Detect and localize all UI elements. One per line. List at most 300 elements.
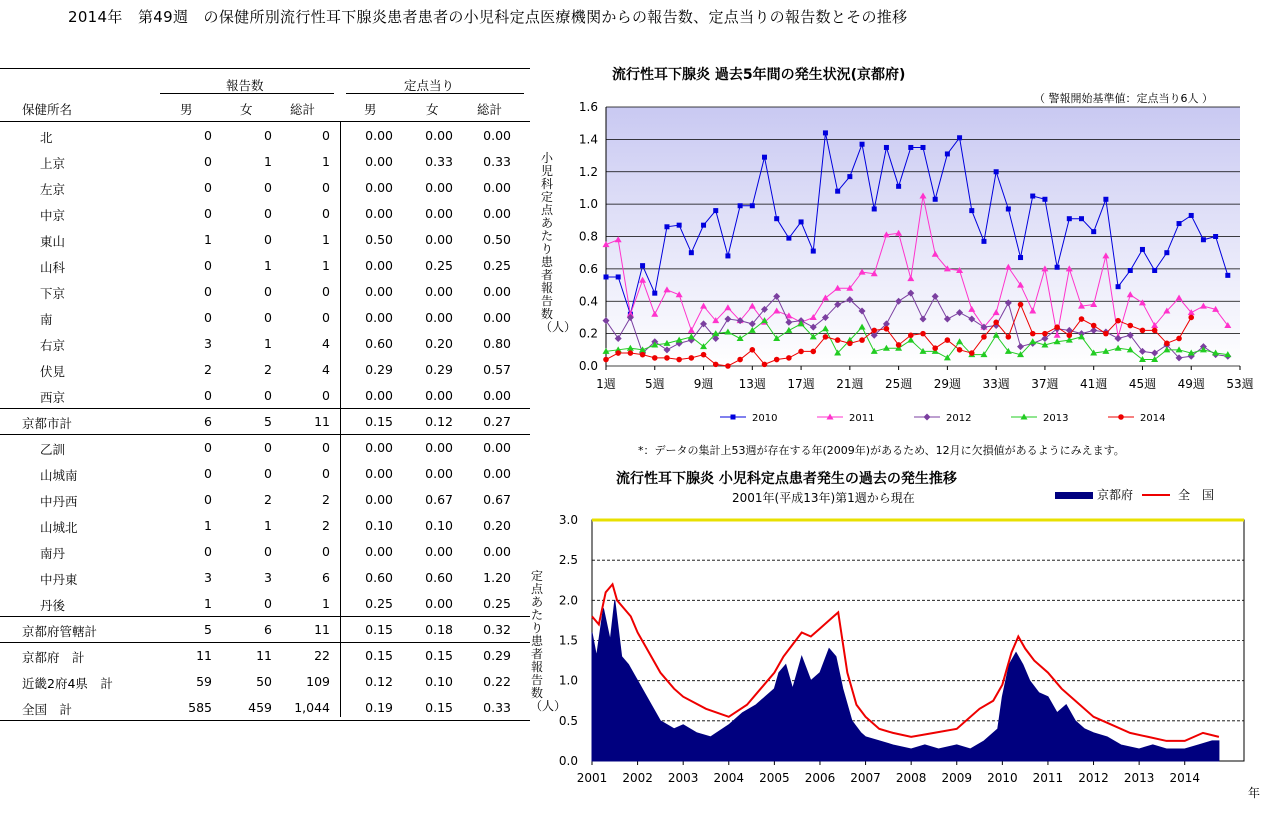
row-male: 0 [204, 128, 212, 143]
row-name: 東山 [40, 234, 66, 249]
chart1-point-2010 [1116, 284, 1121, 289]
chart1-footnote: *：データの集計上53週が存在する年(2009年)があるため、12月に欠損値があるようにみえます。 [638, 444, 1125, 457]
row-total: 1 [322, 154, 330, 169]
row-total: 109 [306, 674, 330, 689]
chart1-legend-marker-2010 [731, 415, 736, 420]
chart1-legend-label-2010: 2010 [752, 413, 778, 424]
row-pt: 0.00 [483, 310, 511, 325]
row-pm: 0.19 [365, 700, 393, 715]
row-total: 0 [322, 180, 330, 195]
chart1-legend-label-2013: 2013 [1043, 413, 1069, 424]
col-header-female: 女 [240, 102, 253, 117]
row-pf: 0.00 [425, 388, 453, 403]
row-female: 0 [264, 440, 272, 455]
row-female: 2 [264, 492, 272, 507]
row-male: 0 [204, 440, 212, 455]
chart2-subtitle: 2001年(平成13年)第1週から現在 [732, 491, 915, 505]
row-pt: 0.20 [483, 518, 511, 533]
chart1-plot [530, 60, 1272, 440]
table-row [0, 226, 530, 252]
table-row [0, 590, 530, 616]
row-name: 伏見 [40, 364, 66, 379]
row-name: 山城北 [40, 520, 78, 535]
chart2-ytick-label: 2.5 [558, 553, 578, 568]
row-pm: 0.15 [365, 622, 393, 637]
chart1-point-2014 [957, 347, 963, 353]
chart1-point-2010 [1177, 221, 1182, 226]
row-female: 459 [248, 700, 272, 715]
chart1-point-2010 [664, 224, 669, 229]
chart2-xtick-label: 2008 [895, 771, 927, 785]
chart1-point-2014 [640, 352, 646, 358]
table-row [0, 122, 530, 148]
row-pm: 0.25 [365, 596, 393, 611]
table-top-rule [0, 68, 530, 69]
chart2-ytick-label: 3.0 [558, 513, 578, 527]
row-pm: 0.00 [365, 154, 393, 169]
row-female: 50 [256, 674, 272, 689]
chart2-xtick-label: 2014 [1169, 771, 1201, 785]
row-pf: 0.15 [425, 700, 453, 715]
chart1-point-2010 [1103, 197, 1108, 202]
row-female: 0 [264, 128, 272, 143]
row-pm: 0.29 [365, 362, 393, 377]
chart1-legend-label-2014: 2014 [1140, 413, 1166, 424]
row-name: 京都市計 [22, 416, 73, 431]
chart2-xtick-label: 2011 [1032, 771, 1064, 785]
chart-5-year [530, 60, 1272, 460]
chart1-point-2014 [993, 319, 999, 325]
table-row [0, 538, 530, 564]
chart1-point-2010 [957, 135, 962, 140]
row-pt: 0.33 [483, 154, 511, 169]
chart1-point-2014 [1188, 315, 1194, 321]
chart1-point-2010 [689, 250, 694, 255]
row-pt: 0.80 [483, 336, 511, 351]
row-pm: 0.15 [365, 414, 393, 429]
chart2-xtick-label: 2004 [713, 771, 745, 785]
row-female: 0 [264, 466, 272, 481]
row-pf: 0.10 [425, 518, 453, 533]
table-row [0, 694, 530, 720]
row-name: 中丹西 [40, 494, 78, 509]
chart1-ytick-label: 0.0 [578, 359, 598, 373]
row-male: 0 [204, 544, 212, 559]
chart1-point-2014 [969, 350, 975, 356]
row-male: 3 [204, 570, 212, 585]
chart2-xtick-label: 2001 [576, 771, 608, 785]
row-pt: 0.00 [483, 440, 511, 455]
row-pf: 0.33 [425, 154, 453, 169]
row-pm: 0.10 [365, 518, 393, 533]
table-row [0, 382, 530, 408]
chart2-ytick-label: 2.0 [558, 593, 578, 608]
chart1-alert-note: （ 警報開始基準値：定点当り6人 ） [1034, 92, 1213, 105]
row-male: 5 [204, 622, 212, 637]
row-pt: 0.00 [483, 128, 511, 143]
col-header-per-female: 女 [426, 102, 439, 117]
row-male: 0 [204, 180, 212, 195]
chart1-point-2014 [1079, 316, 1085, 322]
chart1-point-2014 [652, 355, 658, 361]
row-total: 2 [322, 518, 330, 533]
chart1-point-2014 [750, 347, 756, 353]
row-female: 0 [264, 596, 272, 611]
row-female: 0 [264, 310, 272, 325]
row-pf: 0.29 [425, 362, 453, 377]
chart1-xtick-label: 5週 [644, 377, 665, 391]
chart1-point-2014 [859, 337, 865, 343]
chart1-point-2010 [945, 151, 950, 156]
chart1-point-2010 [823, 130, 828, 135]
chart1-point-2010 [616, 274, 621, 279]
chart2-legend-swatch-kyoto [1055, 492, 1093, 499]
row-total: 2 [322, 492, 330, 507]
row-pf: 0.00 [425, 128, 453, 143]
chart1-point-2014 [603, 357, 609, 363]
chart-history [530, 462, 1272, 823]
row-pm: 0.60 [365, 336, 393, 351]
table-row [0, 512, 530, 538]
chart1-point-2014 [896, 342, 902, 348]
row-pf: 0.00 [425, 466, 453, 481]
row-female: 5 [264, 414, 272, 429]
chart2-ytick-label: 1.5 [558, 633, 578, 648]
row-total: 0 [322, 284, 330, 299]
chart1-point-2014 [884, 326, 890, 332]
chart1-ytick-label: 1.0 [578, 197, 598, 212]
chart1-xtick-label: 49週 [1177, 377, 1205, 391]
chart1-point-2014 [1054, 324, 1060, 330]
chart1-ytick-label: 0.4 [578, 294, 598, 309]
chart1-point-2010 [981, 239, 986, 244]
row-pm: 0.00 [365, 440, 393, 455]
row-total: 4 [322, 362, 330, 377]
chart1-xtick-label: 1週 [596, 377, 616, 391]
row-name: 近畿2府4県 計 [22, 676, 113, 691]
chart1-xtick-label: 53週 [1226, 377, 1254, 391]
row-pf: 0.00 [425, 310, 453, 325]
row-pf: 0.15 [425, 648, 453, 663]
chart2-xtick-label: 2009 [941, 771, 973, 785]
col-header-total: 総計 [290, 102, 316, 117]
chart1-point-2014 [786, 355, 792, 361]
chart1-point-2014 [713, 362, 719, 368]
row-pm: 0.00 [365, 310, 393, 325]
group-rule-per-site [346, 93, 524, 94]
chart1-ytick-label: 1.6 [578, 100, 598, 114]
chart1-point-2010 [1091, 229, 1096, 234]
chart1-point-2014 [798, 349, 804, 355]
row-male: 0 [204, 466, 212, 481]
chart1-title: 流行性耳下腺炎 過去5年間の発生状況(京都府) [612, 67, 906, 83]
row-female: 6 [264, 622, 272, 637]
chart1-point-2014 [1030, 331, 1036, 337]
chart1-point-2010 [1152, 268, 1157, 273]
chart2-xtick-label: 2003 [667, 771, 699, 785]
row-male: 11 [196, 648, 212, 663]
chart1-point-2010 [884, 145, 889, 150]
row-total: 1 [322, 258, 330, 273]
chart1-point-2010 [994, 169, 999, 174]
row-pm: 0.00 [365, 180, 393, 195]
row-male: 0 [204, 206, 212, 221]
chart1-ytick-label: 1.2 [578, 164, 598, 179]
chart2-xtick-label: 2010 [987, 771, 1018, 785]
chart1-point-2014 [908, 332, 914, 338]
row-male: 585 [188, 700, 212, 715]
chart1-point-2014 [871, 328, 877, 334]
group-header-per-site: 定点当り [404, 78, 455, 93]
chart2-legend-label-national: 全 国 [1178, 488, 1215, 502]
row-pt: 0.00 [483, 284, 511, 299]
row-male: 1 [204, 232, 212, 247]
chart1-point-2014 [737, 357, 743, 363]
row-total: 0 [322, 466, 330, 481]
chart1-point-2014 [701, 352, 707, 358]
chart1-point-2014 [823, 334, 829, 340]
chart1-point-2014 [835, 337, 841, 343]
row-name: 山科 [40, 260, 66, 275]
row-name: 南丹 [40, 546, 66, 561]
row-pt: 0.67 [483, 492, 511, 507]
table-row [0, 434, 530, 460]
chart1-point-2010 [774, 216, 779, 221]
table-row [0, 148, 530, 174]
table-row [0, 174, 530, 200]
row-pf: 0.00 [425, 596, 453, 611]
row-name: 右京 [40, 338, 66, 353]
chart1-point-2010 [847, 174, 852, 179]
chart1-xtick-label: 17週 [787, 377, 815, 391]
chart1-point-2014 [1115, 318, 1121, 324]
row-pm: 0.00 [365, 492, 393, 507]
row-pf: 0.00 [425, 440, 453, 455]
chart1-point-2010 [1030, 194, 1035, 199]
row-female: 0 [264, 388, 272, 403]
chart1-xtick-label: 45週 [1128, 377, 1157, 391]
row-total: 11 [314, 622, 330, 637]
row-name: 左京 [40, 182, 66, 197]
row-total: 0 [322, 128, 330, 143]
row-pt: 0.50 [483, 232, 511, 247]
row-female: 0 [264, 180, 272, 195]
row-name: 山城南 [40, 468, 78, 483]
chart1-point-2014 [615, 350, 621, 356]
row-name: 上京 [40, 156, 66, 171]
chart1-point-2010 [738, 203, 743, 208]
chart1-point-2010 [860, 142, 865, 147]
row-name: 西京 [40, 390, 66, 405]
row-name: 下京 [40, 286, 66, 301]
row-name: 丹後 [40, 598, 66, 613]
chart2-ytick-label: 0.0 [558, 754, 578, 768]
row-pf: 0.00 [425, 232, 453, 247]
table-row [0, 616, 530, 642]
chart1-point-2014 [1103, 331, 1109, 337]
row-male: 0 [204, 154, 212, 169]
table-row [0, 252, 530, 278]
table-row [0, 460, 530, 486]
chart2-xtick-label: 2006 [804, 771, 836, 785]
chart2-ytick-label: 0.5 [558, 713, 578, 728]
row-name: 全国 計 [22, 702, 73, 717]
row-total: 0 [322, 440, 330, 455]
row-name: 中丹東 [40, 572, 78, 587]
chart1-point-2014 [1164, 341, 1170, 347]
row-total: 1 [322, 596, 330, 611]
chart1-point-2010 [1055, 265, 1060, 270]
row-male: 0 [204, 310, 212, 325]
row-pf: 0.20 [425, 336, 453, 351]
row-name: 中京 [40, 208, 66, 223]
row-pt: 0.25 [483, 258, 511, 273]
col-header-per-total: 総計 [477, 102, 503, 117]
chart1-point-2010 [799, 219, 804, 224]
chart1-point-2010 [1067, 216, 1072, 221]
chart1-point-2014 [676, 357, 682, 363]
table-row [0, 330, 530, 356]
row-total: 6 [322, 570, 330, 585]
chart1-point-2010 [701, 223, 706, 228]
row-male: 0 [204, 284, 212, 299]
chart1-point-2014 [1006, 334, 1012, 340]
row-pt: 0.25 [483, 596, 511, 611]
row-pm: 0.00 [365, 206, 393, 221]
row-pt: 0.22 [483, 674, 511, 689]
chart1-point-2010 [969, 208, 974, 213]
row-pm: 0.00 [365, 258, 393, 273]
chart2-xtick-label: 2007 [850, 771, 881, 785]
chart1-point-2014 [1091, 323, 1097, 329]
row-female: 2 [264, 362, 272, 377]
row-pf: 0.10 [425, 674, 453, 689]
chart2-plot [530, 462, 1272, 823]
row-pt: 0.57 [483, 362, 511, 377]
chart1-point-2010 [750, 203, 755, 208]
row-total: 4 [322, 336, 330, 351]
chart2-title: 流行性耳下腺炎 小児科定点患者発生の過去の発生推移 [616, 471, 957, 487]
row-female: 0 [264, 206, 272, 221]
row-pm: 0.15 [365, 648, 393, 663]
col-header-male: 男 [180, 102, 193, 117]
chart1-point-2014 [1176, 336, 1182, 342]
row-pt: 0.00 [483, 206, 511, 221]
row-male: 0 [204, 388, 212, 403]
chart1-point-2014 [725, 363, 731, 369]
row-female: 3 [264, 570, 272, 585]
row-pt: 0.00 [483, 180, 511, 195]
row-pm: 0.00 [365, 544, 393, 559]
chart1-point-2010 [1006, 206, 1011, 211]
chart1-point-2014 [664, 355, 670, 361]
chart1-point-2010 [1140, 247, 1145, 252]
table-row [0, 356, 530, 382]
page-title: 2014年 第49週 の保健所別流行性耳下腺炎患者患者の小児科定点医療機関からの報告数、定点当りの報告数とその推移 [68, 8, 908, 26]
chart1-point-2010 [1201, 237, 1206, 242]
chart1-point-2010 [786, 236, 791, 241]
row-pm: 0.00 [365, 466, 393, 481]
row-female: 0 [264, 544, 272, 559]
row-female: 1 [264, 258, 272, 273]
row-pt: 1.20 [483, 570, 511, 585]
chart1-legend-label-2012: 2012 [946, 413, 972, 424]
row-name: 京都府管轄計 [22, 624, 98, 639]
chart1-xtick-label: 25週 [884, 377, 913, 391]
chart1-point-2010 [896, 184, 901, 189]
chart1-xtick-label: 41週 [1080, 377, 1108, 391]
table-row [0, 304, 530, 330]
chart1-xtick-label: 21週 [836, 377, 864, 391]
chart2-xtick-label: 2012 [1078, 771, 1109, 785]
row-male: 0 [204, 258, 212, 273]
chart1-point-2010 [1079, 216, 1084, 221]
chart1-point-2010 [604, 274, 609, 279]
chart1-point-2010 [835, 189, 840, 194]
row-female: 1 [264, 518, 272, 533]
row-female: 0 [264, 232, 272, 247]
chart2-xtick-label: 2002 [622, 771, 653, 785]
chart1-point-2014 [981, 334, 987, 340]
chart2-xtick-label: 2013 [1123, 771, 1155, 785]
chart1-ytick-label: 0.6 [578, 261, 598, 276]
table-row [0, 278, 530, 304]
row-total: 1,044 [294, 700, 330, 715]
row-male: 1 [204, 596, 212, 611]
row-male: 1 [204, 518, 212, 533]
chart1-point-2014 [774, 357, 780, 363]
row-pm: 0.00 [365, 128, 393, 143]
chart1-xtick-label: 13週 [738, 377, 766, 391]
row-male: 59 [196, 674, 212, 689]
chart2-xtick-label: 2005 [759, 771, 790, 785]
chart1-point-2014 [932, 345, 938, 351]
row-total: 0 [322, 310, 330, 325]
chart1-point-2010 [1018, 255, 1023, 260]
row-pt: 0.00 [483, 544, 511, 559]
chart1-point-2010 [1189, 213, 1194, 218]
chart1-point-2010 [1164, 250, 1169, 255]
chart1-ytick-label: 0.8 [578, 229, 598, 244]
chart1-legend-marker-2014 [1118, 414, 1124, 420]
row-pf: 0.18 [425, 622, 453, 637]
row-pt: 0.00 [483, 388, 511, 403]
row-pf: 0.25 [425, 258, 453, 273]
table-row [0, 408, 530, 434]
table-row [0, 564, 530, 590]
row-pt: 0.32 [483, 622, 511, 637]
chart1-point-2010 [1128, 268, 1133, 273]
chart1-ytick-label: 0.2 [578, 326, 598, 341]
row-total: 0 [322, 206, 330, 221]
chart1-legend-label-2011: 2011 [849, 413, 875, 424]
chart1-ytick-label: 1.4 [578, 132, 598, 147]
row-pf: 0.00 [425, 284, 453, 299]
row-pf: 0.67 [425, 492, 453, 507]
chart1-point-2014 [945, 337, 951, 343]
chart1-point-2010 [725, 253, 730, 258]
row-female: 1 [264, 154, 272, 169]
row-total: 0 [322, 544, 330, 559]
chart1-point-2010 [652, 291, 657, 296]
chart1-point-2010 [640, 263, 645, 268]
chart1-point-2014 [920, 331, 926, 337]
row-female: 0 [264, 284, 272, 299]
col-header-name: 保健所名 [22, 102, 73, 117]
chart1-point-2014 [689, 355, 695, 361]
row-female: 11 [256, 648, 272, 663]
chart2-x-unit: 年 [1248, 786, 1261, 800]
